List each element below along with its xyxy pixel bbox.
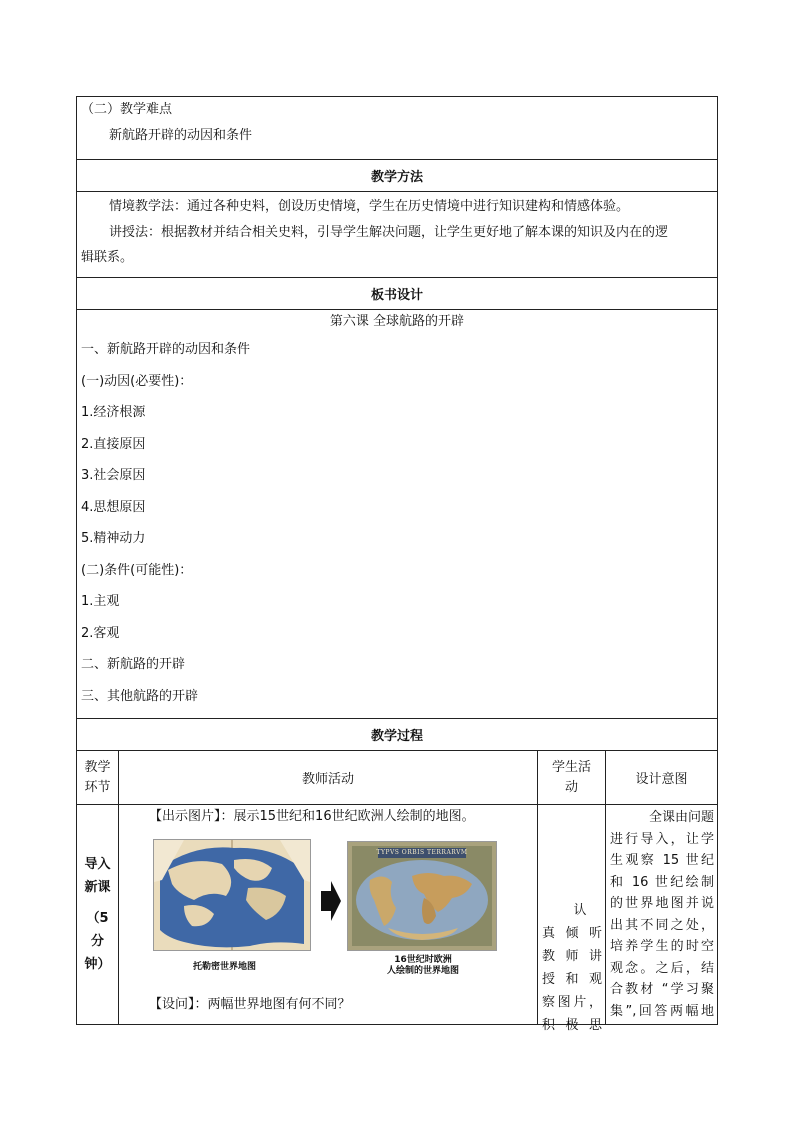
difficulty-content: 新航路开辟的动因和条件: [109, 128, 253, 143]
board-line: 1.经济根源: [81, 405, 146, 420]
difficulty-heading: （二）教学难点: [81, 102, 173, 117]
board-title: 第六课 全球航路的开辟: [329, 314, 465, 329]
process-header: [76, 719, 718, 751]
question-prompt: 【设问】：两幅世界地图有何不同？: [149, 997, 351, 1012]
process-heading: 教学过程: [370, 729, 423, 744]
board-line: 二、新航路的开辟: [81, 657, 186, 672]
sixteenth-century-map-image: [347, 841, 497, 951]
method-situational: 情境教学法：通过各种史料，创设历史情境，学生在历史情境中进行知识建构和情感体验。: [109, 199, 630, 214]
sixteenth-century-map-caption: 16世纪时欧洲 人绘制的世界地图: [386, 955, 459, 976]
board-heading: 板书设计: [370, 288, 423, 303]
student-activity-cell: 认 真 倾 听 教 师 讲 授 和 观 察图片， 积 极 思: [538, 805, 606, 1024]
board-header: [76, 278, 718, 310]
map2-banner-title: TYPVS ORBIS TERRARVM: [376, 849, 468, 856]
col-student-header: 学生活 动: [538, 751, 606, 804]
show-image-instruction: 【出示图片】：展示15世纪和16世纪欧洲人绘制的地图。: [149, 809, 475, 824]
col-teacher-header: 教师活动: [119, 751, 538, 804]
sixteenth-century-map-graphic: [348, 842, 496, 950]
board-line: 一、新航路开辟的动因和条件: [81, 342, 251, 357]
difficulty-section: [76, 96, 718, 160]
col-design-header: 设计意图: [635, 772, 688, 787]
method-lecture-line2: 辑联系。: [81, 250, 134, 265]
process-row-intro: [76, 805, 718, 1033]
lesson-plan-table: [76, 96, 718, 1033]
right-arrow-icon: [321, 881, 341, 925]
board-line: 4.思想原因: [81, 499, 146, 515]
methods-heading: 教学方法: [370, 170, 423, 185]
board-line: 2.直接原因: [81, 436, 146, 452]
board-line: (二)条件(可能性)：: [81, 562, 193, 578]
stage-cell: 导入 新课 （5 分 钟）: [77, 805, 119, 1024]
board-section: [76, 310, 718, 719]
methods-section: [76, 192, 718, 278]
board-line: 2.客观: [81, 625, 120, 641]
method-lecture-line1: 讲授法：根据教材并结合相关史料，引导学生解决问题，让学生更好地了解本课的知识及内在的逻: [109, 225, 669, 240]
board-line: 三、其他航路的开辟: [81, 688, 199, 704]
design-intent-cell: 全课由问题 进行导入，让学 生观察 15 世纪 和 16 世纪绘制 的世界地图并说 出其不同之处， 培养学生的时空 观念。之后，结 合教材 “学习聚 集”,回答两幅地: [610, 810, 714, 1019]
board-line: 1.主观: [81, 594, 120, 609]
process-column-headers: [76, 751, 718, 805]
ptolemy-map-image: [153, 839, 311, 951]
ptolemy-map-graphic: [154, 840, 310, 950]
board-line: 5.精神动力: [81, 531, 146, 546]
board-line: 3.社会原因: [81, 468, 146, 483]
teacher-activity-cell: [119, 805, 538, 1024]
ptolemy-map-caption: 托勒密世界地图: [193, 962, 257, 972]
methods-header: [76, 160, 718, 192]
col-stage-header: 教学 环节: [77, 751, 119, 804]
board-line: (一)动因(必要性)：: [81, 373, 193, 389]
